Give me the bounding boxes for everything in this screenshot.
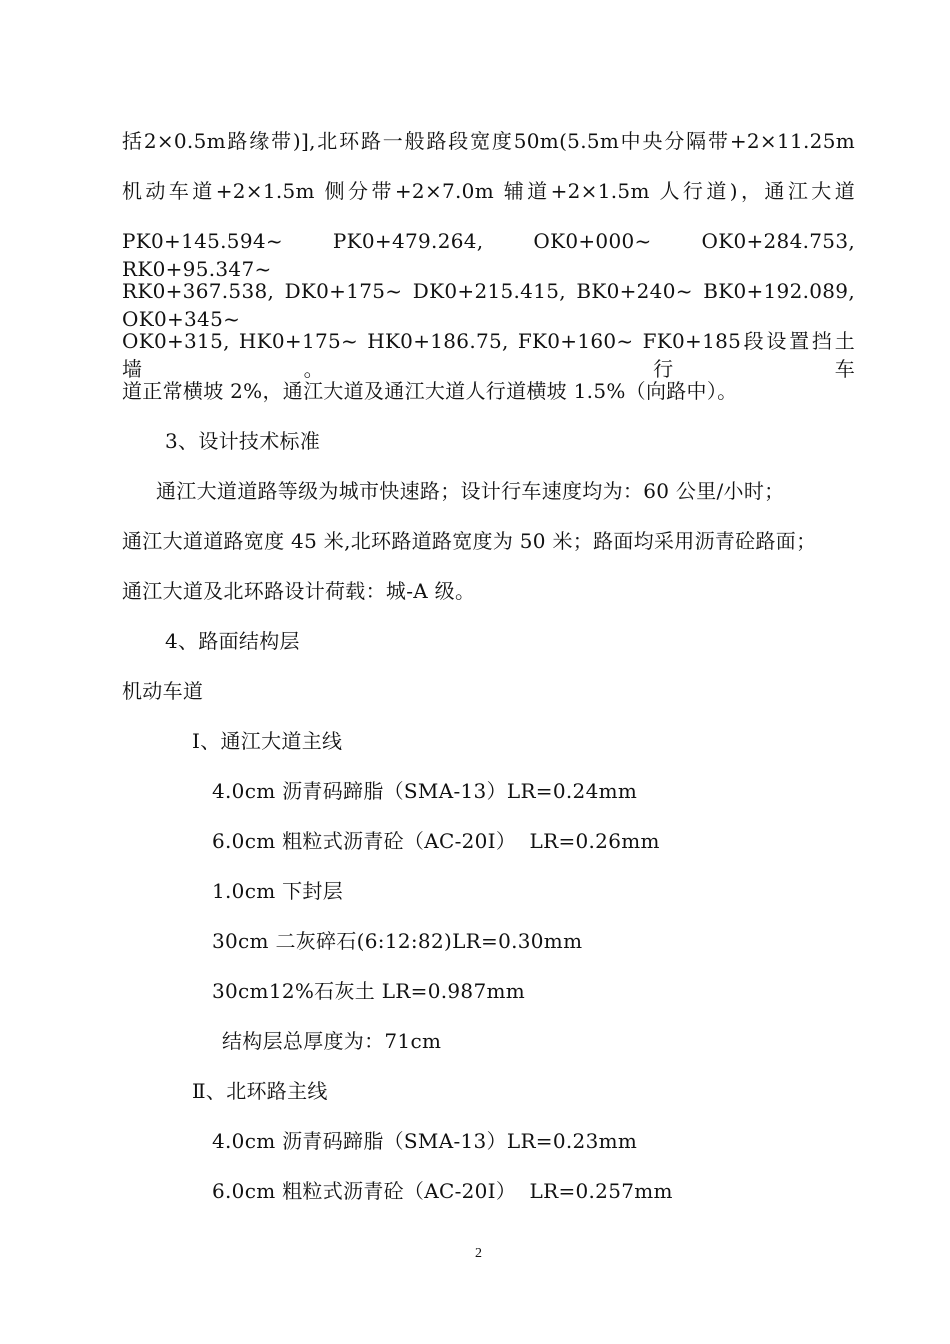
part-title: Ⅰ、通江大道主线	[192, 729, 343, 753]
subsection-heading: 机动车道	[122, 679, 204, 703]
layer-item: 4.0cm 沥青码蹄脂（SMA-13）LR=0.23mm	[212, 1129, 638, 1153]
paragraph-line: 通江大道及北环路设计荷载：城-A 级。	[122, 579, 476, 603]
total-thickness: 结构层总厚度为：71cm	[222, 1029, 442, 1053]
layer-item: 30cm 二灰碎石(6:12:82)LR=0.30mm	[212, 929, 583, 953]
paragraph-line: RK0+367.538, DK0+175~ DK0+215.415, BK0+240~ BK0+192.089, OK0+345~	[122, 279, 855, 331]
paragraph-line: 括2×0.5m路缘带)],北环路一般路段宽度50m(5.5m中央分隔带+2×11.25m	[122, 129, 855, 153]
paragraph-line: 道正常横坡 2%，通江大道及通江大道人行道横坡 1.5%（向路中）。	[122, 379, 738, 403]
layer-item: 6.0cm 粗粒式沥青砼（AC-20I） LR=0.26mm	[212, 829, 660, 853]
paragraph-line: PK0+145.594~ PK0+479.264, OK0+000~ OK0+284.753, RK0+95.347~	[122, 229, 855, 281]
section-heading: 4、路面结构层	[165, 629, 300, 653]
layer-item: 4.0cm 沥青码蹄脂（SMA-13）LR=0.24mm	[212, 779, 638, 803]
paragraph-line: 通江大道道路宽度 45 米,北环路道路宽度为 50 米；路面均采用沥青砼路面；	[122, 529, 817, 553]
section-heading: 3、设计技术标准	[165, 429, 321, 453]
page-number: 2	[475, 1246, 482, 1261]
paragraph-line: 通江大道道路等级为城市快速路；设计行车速度均为：60 公里/小时；	[156, 479, 785, 503]
layer-item: 6.0cm 粗粒式沥青砼（AC-20I） LR=0.257mm	[212, 1179, 673, 1203]
layer-item: 1.0cm 下封层	[212, 879, 344, 903]
part-title: Ⅱ、北环路主线	[192, 1079, 328, 1103]
paragraph-line: OK0+315, HK0+175~ HK0+186.75, FK0+160~ FK0+185段设置挡土墙。 行车	[122, 329, 855, 381]
layer-item: 30cm12%石灰土 LR=0.987mm	[212, 979, 526, 1003]
paragraph-line: 机动车道+2×1.5m 侧分带+2×7.0m 辅道+2×1.5m 人行道)，通江大道	[122, 179, 855, 203]
